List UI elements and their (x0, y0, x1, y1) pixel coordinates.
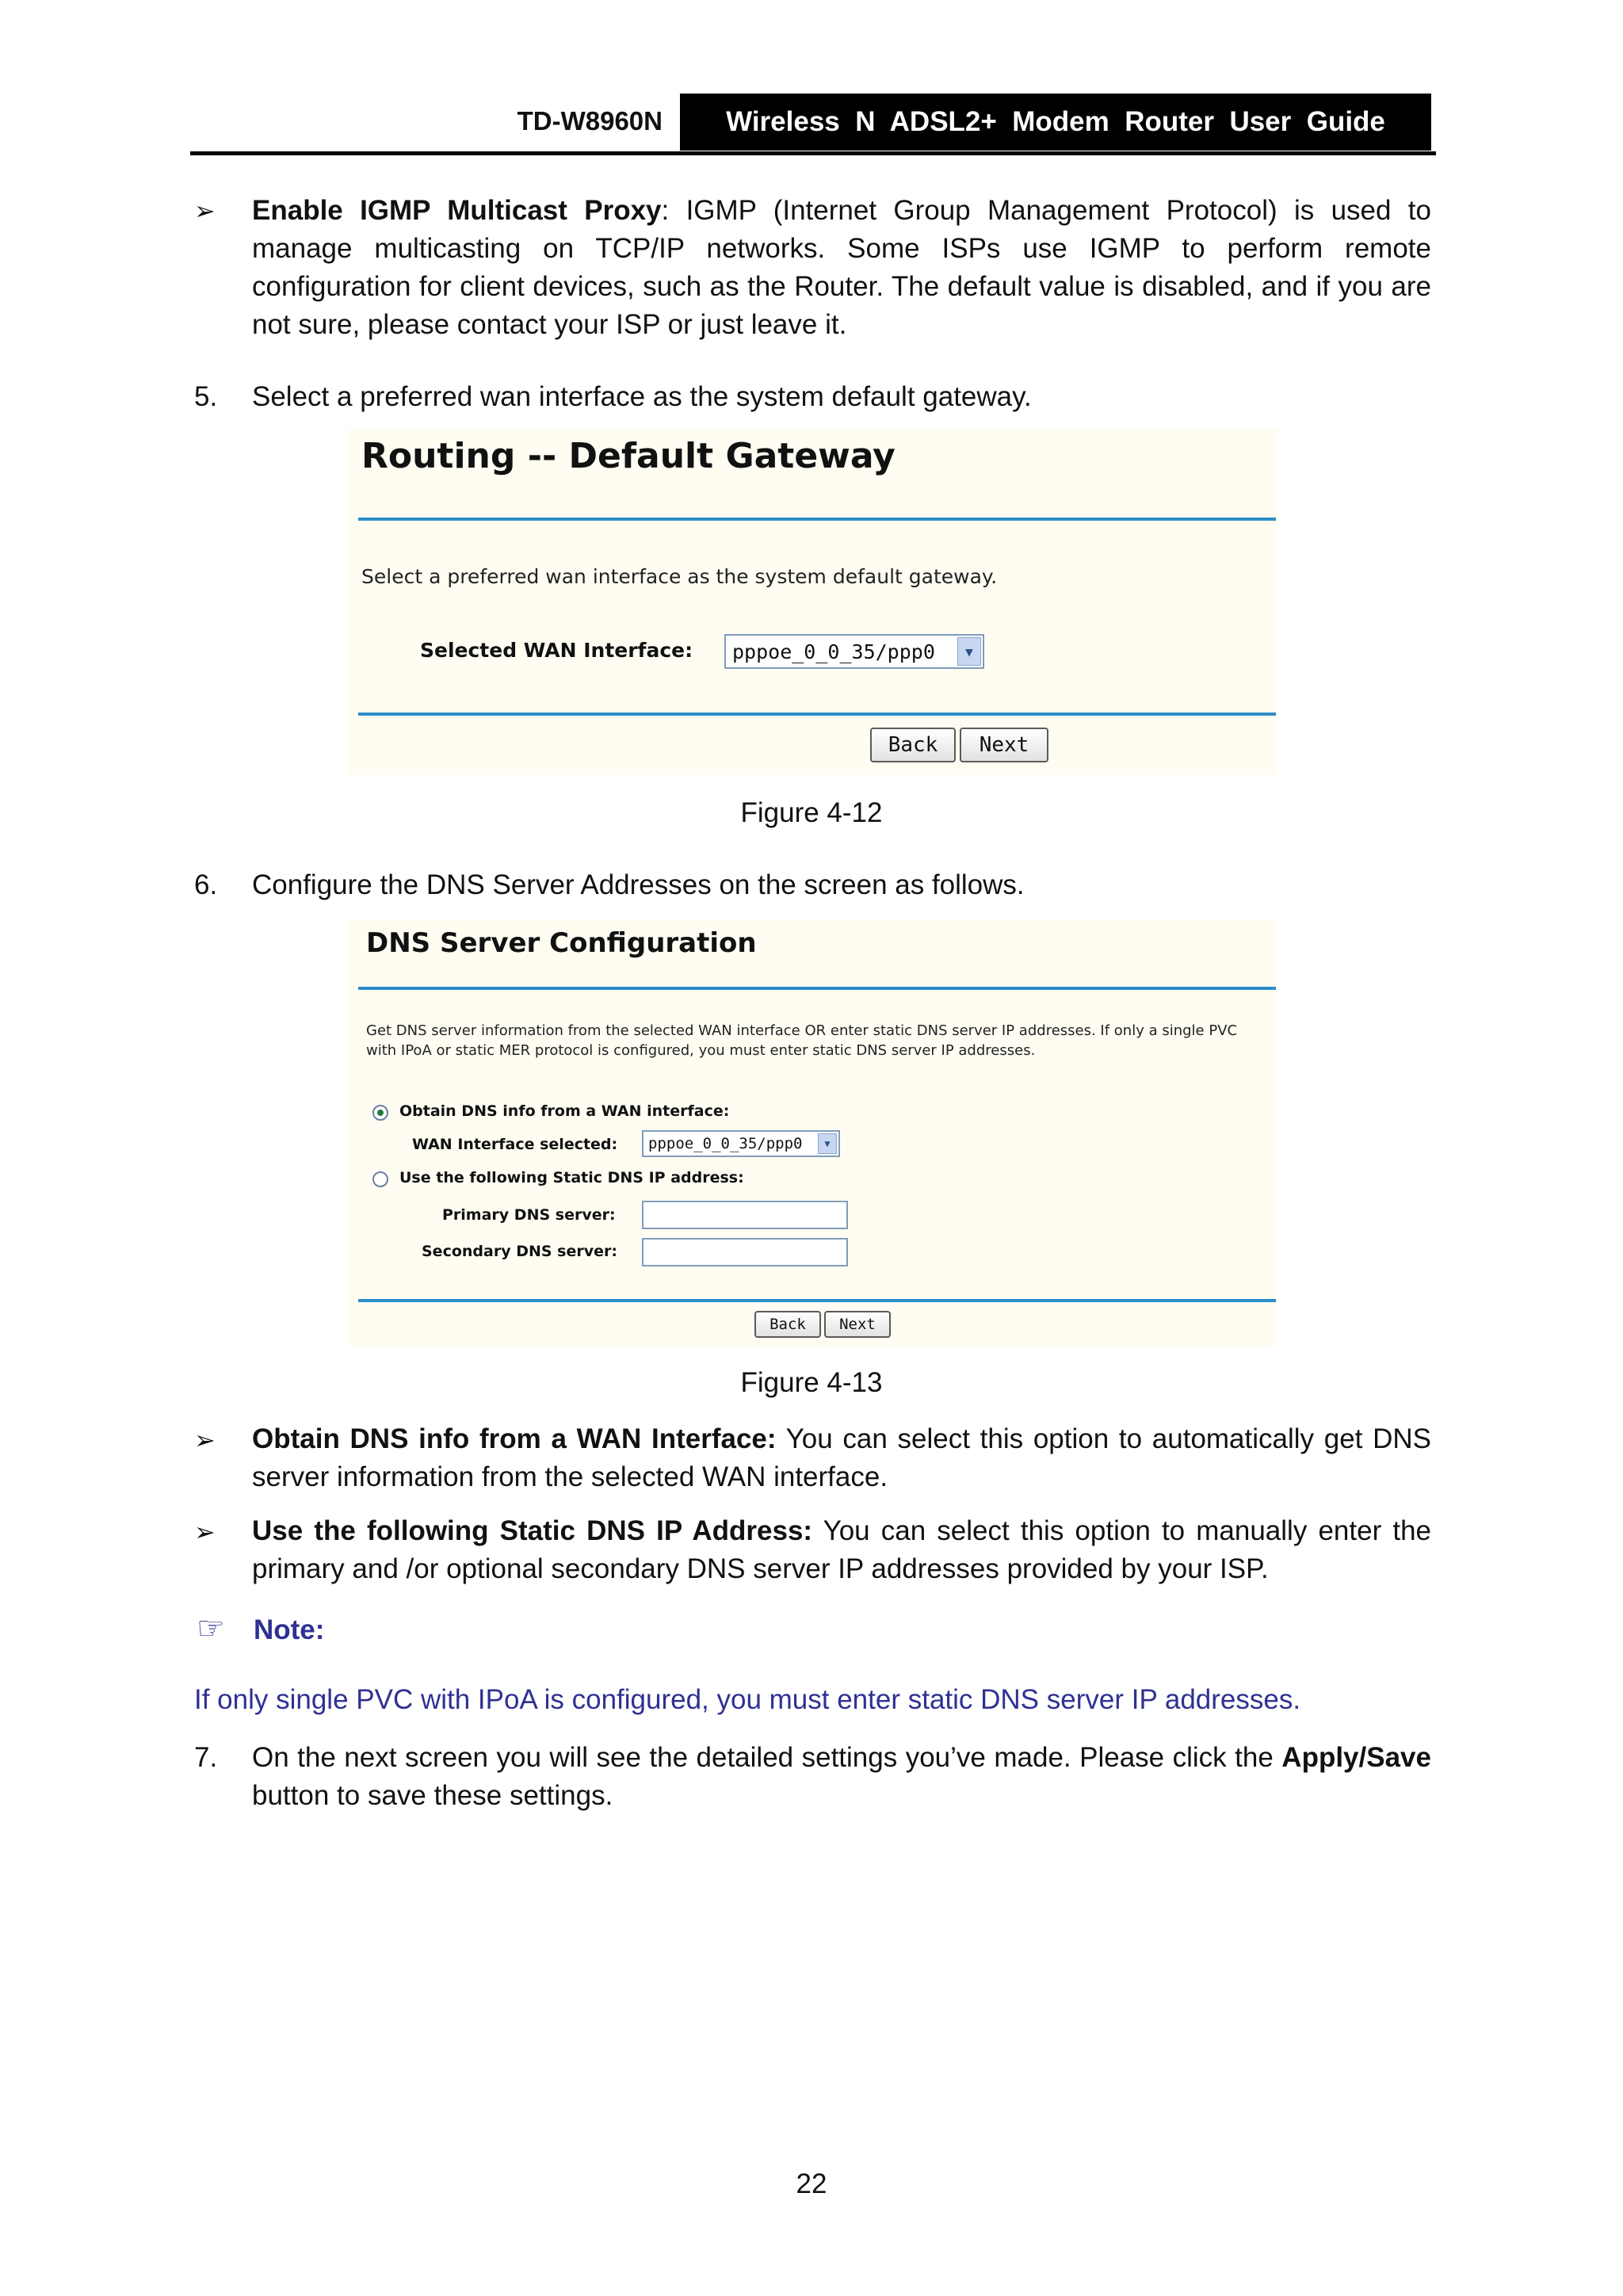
step-7-paragraph (252, 1739, 1431, 1815)
next-button[interactable]: Next (824, 1311, 891, 1338)
selected-wan-label: Selected WAN Interface: (420, 639, 693, 662)
static-dns-option-label: Use the following Static DNS IP address: (399, 1169, 744, 1186)
obtain-dns-text: You can select this option to automatically get DNS server information from the selected WAN interface. (252, 1423, 1432, 1492)
primary-dns-input[interactable] (642, 1201, 848, 1229)
step-7-number: 7. (194, 1742, 218, 1773)
step-5-number: 5. (194, 381, 218, 412)
obtain-dns-option-label: Obtain DNS info from a WAN interface: (399, 1102, 730, 1120)
step-7-text-before: On the next screen you will see the detailed settings you’ve made. Please click the (252, 1742, 1282, 1773)
note-label: Note: (254, 1614, 325, 1645)
secondary-dns-input[interactable] (642, 1238, 848, 1266)
step-6-number: 6. (194, 869, 218, 900)
bullet-arrow-icon: ➢ (194, 197, 216, 225)
figure-4-13-screenshot (349, 919, 1277, 1346)
header-model: TD-W8960N (517, 106, 663, 136)
page-number: 22 (796, 2168, 827, 2199)
secondary-dns-label: Secondary DNS server: (422, 1243, 617, 1260)
routing-title: Routing -- Default Gateway (361, 436, 896, 476)
static-dns-radio[interactable] (372, 1171, 388, 1187)
figure-4-12-caption: Figure 4-12 (740, 797, 883, 828)
dns-wan-interface-value: pppoe_0_0_35/ppp0 (648, 1135, 803, 1152)
step-5-text: Select a preferred wan interface as the system default gateway. (252, 381, 1032, 412)
static-dns-text: You can select this option to manually enter the primary and /or optional secondary DNS server IP addresses provided by your ISP. (252, 1515, 1432, 1584)
dns-description-line1: Get DNS server information from the selected WAN interface OR enter static DNS server IP addresses. If only a single PVC (366, 1022, 1238, 1039)
header-rule (190, 151, 1436, 155)
note-text: If only single PVC with IPoA is configured, you must enter static DNS server IP addresses. (194, 1684, 1301, 1715)
figure-rule-bottom (358, 712, 1276, 716)
chevron-down-icon[interactable]: ▼ (818, 1133, 837, 1154)
routing-description: Select a preferred wan interface as the system default gateway. (361, 565, 998, 588)
primary-dns-label: Primary DNS server: (442, 1206, 616, 1224)
dns-config-title: DNS Server Configuration (366, 927, 757, 959)
figure-4-13-caption: Figure 4-13 (740, 1367, 883, 1398)
back-button[interactable]: Back (870, 728, 956, 762)
static-dns-term: Use the following Static DNS IP Address: (252, 1515, 813, 1546)
wan-interface-selected-label: WAN Interface selected: (412, 1136, 618, 1153)
chevron-down-icon[interactable]: ▼ (957, 637, 981, 666)
figure-rule-top (358, 518, 1276, 521)
dns-description-line2: with IPoA or static MER protocol is configured, you must enter static DNS server IP addresses. (366, 1042, 1036, 1059)
step-7-text-after: button to save these settings. (252, 1780, 613, 1811)
wan-interface-select[interactable] (724, 634, 984, 669)
igmp-paragraph (252, 192, 1431, 344)
bullet-arrow-icon: ➢ (194, 1518, 216, 1546)
static-dns-paragraph (252, 1512, 1431, 1588)
step-6-text: Configure the DNS Server Addresses on the screen as follows. (252, 869, 1025, 900)
bullet-arrow-icon: ➢ (194, 1426, 216, 1454)
figure-rule-top (358, 987, 1276, 990)
obtain-dns-radio[interactable] (372, 1105, 388, 1121)
pointing-hand-icon: ☞ (197, 1611, 225, 1646)
wan-interface-value: pppoe_0_0_35/ppp0 (732, 640, 935, 663)
back-button[interactable]: Back (754, 1311, 821, 1338)
figure-rule-bottom (358, 1299, 1276, 1302)
figure-4-12-screenshot (349, 428, 1277, 775)
obtain-dns-term: Obtain DNS info from a WAN Interface: (252, 1423, 777, 1454)
igmp-term: Enable IGMP Multicast Proxy (252, 195, 662, 226)
header-guide-title: Wireless N ADSL2+ Modem Router User Guide (680, 94, 1431, 151)
step-7-apply-save: Apply/Save (1281, 1742, 1431, 1773)
igmp-text: : IGMP (Internet Group Management Protocol) is used to manage multicasting on TCP/IP networks. Some ISPs use IGMP to perform remote configuration for client devices, such as the Router. The default value is disabled, and if you are not sure, please contact your ISP or just leave it. (252, 195, 1431, 340)
obtain-dns-paragraph (252, 1420, 1431, 1496)
dns-wan-interface-select[interactable] (642, 1130, 840, 1157)
next-button[interactable]: Next (960, 728, 1048, 762)
